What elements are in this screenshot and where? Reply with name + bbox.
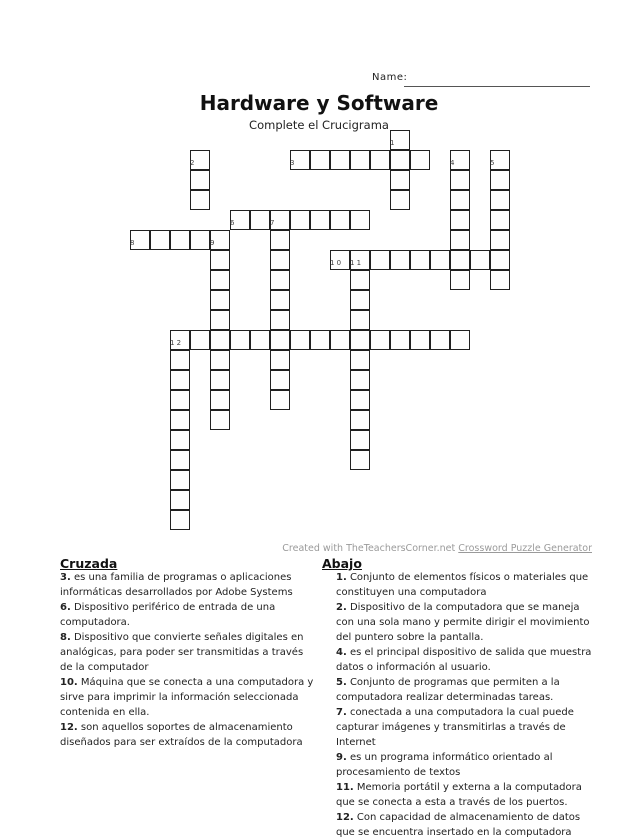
clue-num: 5. xyxy=(336,677,347,688)
clue-num: 9. xyxy=(336,752,347,763)
crossword-cell[interactable] xyxy=(490,230,510,250)
crossword-cell[interactable] xyxy=(290,330,310,350)
crossword-cell[interactable] xyxy=(270,250,290,270)
across-clues xyxy=(60,570,315,750)
crossword-cell[interactable] xyxy=(450,210,470,230)
crossword-cell[interactable] xyxy=(430,330,450,350)
page-subtitle: Complete el Crucigrama xyxy=(249,118,389,132)
down-clue xyxy=(336,750,592,780)
crossword-cell[interactable] xyxy=(370,330,390,350)
crossword-cell[interactable] xyxy=(350,350,370,370)
clue-number-5: 5 xyxy=(490,159,495,167)
crossword-cell[interactable] xyxy=(270,290,290,310)
crossword-cell[interactable] xyxy=(410,330,430,350)
clue-text: Máquina que se conecta a una computadora y sirve para imprimir la información seleccionada contenida en ella. xyxy=(60,677,314,718)
crossword-cell[interactable] xyxy=(250,330,270,350)
credit-link[interactable]: Crossword Puzzle Generator xyxy=(458,543,592,554)
crossword-cell[interactable] xyxy=(330,150,350,170)
across-heading: Cruzada xyxy=(60,556,118,571)
crossword-cell[interactable] xyxy=(450,270,470,290)
crossword-cell[interactable] xyxy=(210,270,230,290)
clue-text: conectada a una computadora la cual puede capturar imágenes y transmitirlas a través de Internet xyxy=(336,707,574,748)
crossword-cell[interactable] xyxy=(210,410,230,430)
crossword-cell[interactable] xyxy=(450,230,470,250)
crossword-cell[interactable] xyxy=(370,250,390,270)
clue-number-9: 9 xyxy=(210,239,215,247)
crossword-cell[interactable] xyxy=(250,210,270,230)
down-clue xyxy=(336,810,592,840)
crossword-cell[interactable] xyxy=(170,510,190,530)
down-clues xyxy=(336,570,592,840)
crossword-cell[interactable] xyxy=(170,450,190,470)
clue-number-11: 1 1 xyxy=(350,259,362,267)
crossword-cell[interactable] xyxy=(190,170,210,190)
crossword-cell[interactable] xyxy=(290,210,310,230)
down-heading: Abajo xyxy=(322,556,362,571)
crossword-cell[interactable] xyxy=(170,430,190,450)
crossword-cell[interactable] xyxy=(270,310,290,330)
crossword-cell[interactable] xyxy=(490,190,510,210)
crossword-cell[interactable] xyxy=(390,330,410,350)
crossword-cell[interactable] xyxy=(350,270,370,290)
crossword-cell[interactable] xyxy=(190,230,210,250)
clue-num: 4. xyxy=(336,647,347,658)
crossword-cell[interactable] xyxy=(350,150,370,170)
clue-text: Memoria portátil y externa a la computadora que se conecta a esta a través de los puertos. xyxy=(336,782,582,808)
clue-text: Conjunto de programas que permiten a la computadora realizar determinadas tareas. xyxy=(336,677,560,703)
clue-number-1: 1 xyxy=(390,139,395,147)
down-clue xyxy=(336,675,592,705)
down-clue xyxy=(336,645,592,675)
clue-text: es un programa informático orientado al procesamiento de textos xyxy=(336,752,553,778)
clue-number-7: 7 xyxy=(270,219,275,227)
clue-number-3: 3 xyxy=(290,159,295,167)
crossword-cell[interactable] xyxy=(170,470,190,490)
crossword-cell[interactable] xyxy=(210,290,230,310)
crossword-cell[interactable] xyxy=(310,330,330,350)
crossword-cell[interactable] xyxy=(390,150,410,170)
clue-text: son aquellos soportes de almacenamiento diseñados para ser extraídos de la computadora xyxy=(60,722,303,748)
crossword-cell[interactable] xyxy=(410,150,430,170)
crossword-cell[interactable] xyxy=(350,390,370,410)
crossword-cell[interactable] xyxy=(330,210,350,230)
crossword-cell[interactable] xyxy=(390,250,410,270)
clue-number-12: 1 2 xyxy=(170,339,182,347)
down-clue xyxy=(336,600,592,645)
clue-text: Dispositivo de la computadora que se maneja con una sola mano y permite dirigir el movimiento del puntero sobre la pantalla. xyxy=(336,602,590,643)
crossword-cell[interactable] xyxy=(350,330,370,350)
crossword-cell[interactable] xyxy=(270,350,290,370)
crossword-cell[interactable] xyxy=(190,330,210,350)
clue-text: es el principal dispositivo de salida que muestra datos o información al usuario. xyxy=(336,647,592,673)
credit-line xyxy=(282,543,592,554)
across-clue xyxy=(60,630,315,675)
credit-prefix: Created with TheTeachersCorner.net xyxy=(282,543,459,554)
crossword-cell[interactable] xyxy=(330,330,350,350)
clue-text: Conjunto de elementos físicos o materiales que constituyen una computadora xyxy=(336,572,589,598)
crossword-cell[interactable] xyxy=(450,330,470,350)
across-clue xyxy=(60,720,315,750)
crossword-cell[interactable] xyxy=(170,370,190,390)
clue-text: Dispositivo periférico de entrada de una computadora. xyxy=(60,602,276,628)
crossword-cell[interactable] xyxy=(210,330,230,350)
clue-num: 12. xyxy=(336,812,354,823)
crossword-cell[interactable] xyxy=(350,290,370,310)
clue-number-10: 1 0 xyxy=(330,259,342,267)
down-clue xyxy=(336,570,592,600)
crossword-cell[interactable] xyxy=(350,210,370,230)
crossword-cell[interactable] xyxy=(270,390,290,410)
crossword-cell[interactable] xyxy=(170,350,190,370)
crossword-cell[interactable] xyxy=(470,250,490,270)
clue-num: 6. xyxy=(60,602,71,613)
crossword-cell[interactable] xyxy=(450,250,470,270)
crossword-cell[interactable] xyxy=(490,250,510,270)
crossword-cell[interactable] xyxy=(350,310,370,330)
clue-number-2: 2 xyxy=(190,159,195,167)
clue-num: 11. xyxy=(336,782,354,793)
down-clue xyxy=(336,705,592,750)
crossword-cell[interactable] xyxy=(390,170,410,190)
clue-text: Con capacidad de almacenamiento de datos que se encuentra insertado en la computadora xyxy=(336,812,581,838)
crossword-cell[interactable] xyxy=(210,390,230,410)
crossword-cell[interactable] xyxy=(450,190,470,210)
crossword-cell[interactable] xyxy=(170,230,190,250)
crossword-cell[interactable] xyxy=(410,250,430,270)
clue-number-6: 6 xyxy=(230,219,235,227)
crossword-cell[interactable] xyxy=(170,410,190,430)
crossword-cell[interactable] xyxy=(210,370,230,390)
crossword-cell[interactable] xyxy=(310,150,330,170)
crossword-cell[interactable] xyxy=(310,210,330,230)
crossword-cell[interactable] xyxy=(370,150,390,170)
across-clue xyxy=(60,570,315,600)
crossword-cell[interactable] xyxy=(270,370,290,390)
clue-number-4: 4 xyxy=(450,159,455,167)
name-label: Name: xyxy=(372,72,408,83)
clue-num: 2. xyxy=(336,602,347,613)
clue-num: 1. xyxy=(336,572,347,583)
crossword-cell[interactable] xyxy=(270,270,290,290)
crossword-cell[interactable] xyxy=(210,350,230,370)
crossword-cell[interactable] xyxy=(270,230,290,250)
crossword-cell[interactable] xyxy=(170,390,190,410)
crossword-cell[interactable] xyxy=(490,170,510,190)
crossword-cell[interactable] xyxy=(350,370,370,390)
crossword-cell[interactable] xyxy=(210,310,230,330)
crossword-cell[interactable] xyxy=(170,490,190,510)
crossword-cell[interactable] xyxy=(350,450,370,470)
clue-num: 3. xyxy=(60,572,71,583)
crossword-cell[interactable] xyxy=(390,190,410,210)
crossword-cell[interactable] xyxy=(270,330,290,350)
crossword-cell[interactable] xyxy=(490,210,510,230)
crossword-cell[interactable] xyxy=(450,170,470,190)
crossword-cell[interactable] xyxy=(150,230,170,250)
down-clue xyxy=(336,780,592,810)
clue-num: 8. xyxy=(60,632,71,643)
crossword-cell[interactable] xyxy=(210,250,230,270)
crossword-cell[interactable] xyxy=(350,410,370,430)
clue-text: es una familia de programas o aplicaciones informáticas desarrollados por Adobe Systems xyxy=(60,572,293,598)
clue-number-8: 8 xyxy=(130,239,135,247)
crossword-cell[interactable] xyxy=(430,250,450,270)
crossword-cell[interactable] xyxy=(230,330,250,350)
crossword-cell[interactable] xyxy=(190,190,210,210)
clue-num: 12. xyxy=(60,722,78,733)
page-title: Hardware y Software xyxy=(199,91,439,115)
across-clue xyxy=(60,600,315,630)
clue-num: 7. xyxy=(336,707,347,718)
clue-text: Dispositivo que convierte señales digitales en analógicas, para poder ser transmitidas a través de la computador xyxy=(60,632,304,673)
across-clue xyxy=(60,675,315,720)
crossword-cell[interactable] xyxy=(490,270,510,290)
crossword-cell[interactable] xyxy=(350,430,370,450)
clue-num: 10. xyxy=(60,677,78,688)
